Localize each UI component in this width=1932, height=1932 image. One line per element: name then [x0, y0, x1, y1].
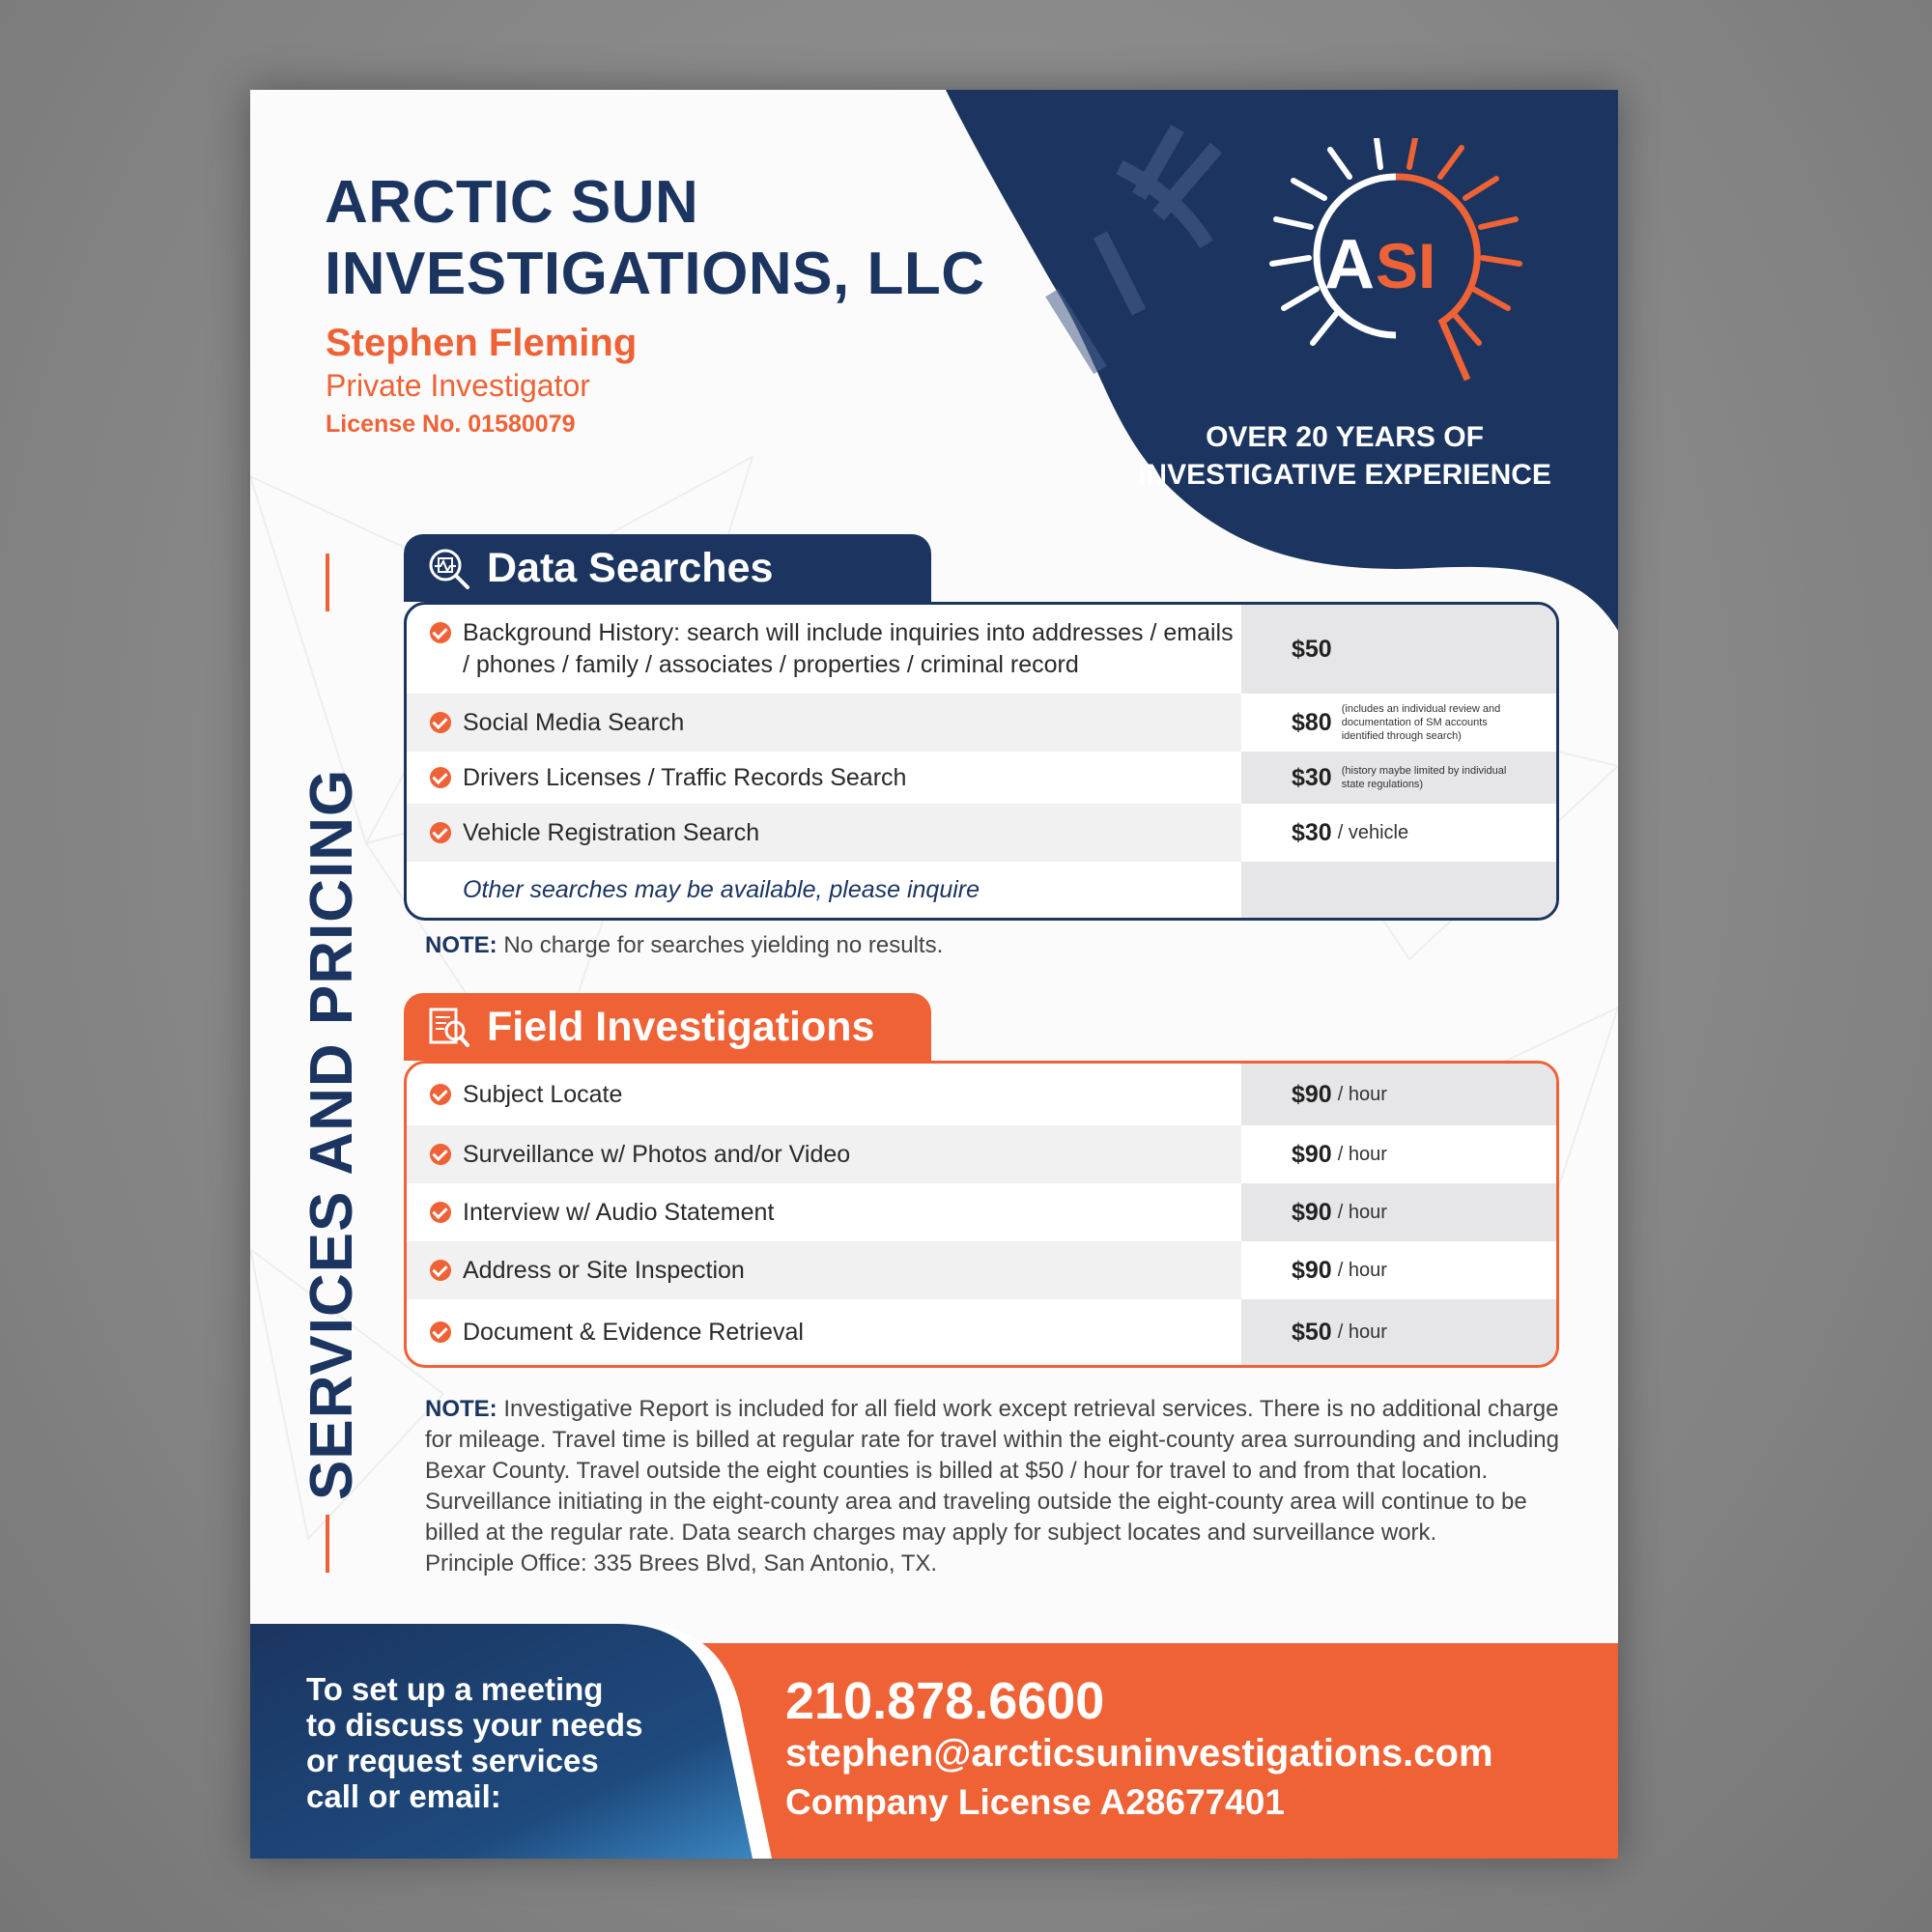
service-label: Address or Site Inspection: [463, 1256, 745, 1284]
check-icon: [430, 1202, 451, 1223]
price-note: (history maybe limited by individual state regulations): [1341, 765, 1507, 790]
vertical-line-top: [326, 554, 329, 611]
service-price: $30: [1292, 818, 1332, 846]
principal-office: Principle Office: 335 Brees Blvd, San Antonio, TX.: [425, 1550, 938, 1577]
service-label: Subject Locate: [463, 1080, 623, 1108]
table-row: [407, 862, 1556, 918]
service-price: $50: [1292, 1318, 1332, 1346]
person-name: Stephen Fleming: [326, 322, 638, 364]
check-icon: [430, 767, 451, 788]
contact-phone[interactable]: 210.878.6600: [785, 1672, 1105, 1730]
database-search-icon: [425, 545, 471, 591]
table-row: [407, 1125, 1556, 1183]
other-searches-note: Other searches may be available, please inquire: [463, 875, 980, 903]
table-row: [407, 694, 1556, 752]
table-row: [407, 1064, 1556, 1125]
table-row: [407, 1241, 1556, 1299]
price-unit: / hour: [1337, 1259, 1387, 1281]
price-unit: / vehicle: [1337, 821, 1409, 843]
field-investigations-note: NOTE: Investigative Report is included for all field work except retrieval services. There is no additional charge for mileage. Travel time is billed at regular rate for travel within the eight-county area surrounding and including Bexar County. Travel outside the eight counties is billed at $50 / hour for travel to and from that location. Surveillance initiating in the eight-county area and traveling outside the eight-county area will continue to be billed at the regular rate. Data search charges may apply for subject locates and surveillance work. Principle Office: 335 Brees Blvd, San Antonio, TX.: [425, 1394, 1565, 1579]
service-label: Interview w/ Audio Statement: [463, 1198, 775, 1226]
service-price: $90: [1292, 1140, 1332, 1168]
company-license: Company License A28677401: [785, 1782, 1285, 1822]
service-price: $90: [1292, 1080, 1332, 1108]
price-unit: / hour: [1337, 1321, 1387, 1343]
svg-text:SI: SI: [1376, 230, 1436, 301]
data-searches-note: NOTE: No charge for searches yielding no results.: [425, 932, 944, 958]
service-price: $90: [1292, 1256, 1332, 1284]
check-icon: [430, 822, 451, 843]
service-label: Background History: search will include inquiries into addresses / emails / phones / family / associates / properties / criminal record: [463, 619, 1234, 678]
data-searches-title: Data Searches: [487, 544, 774, 591]
table-row: [407, 1299, 1556, 1365]
check-icon: [430, 712, 451, 733]
service-price: $50: [1292, 635, 1332, 663]
service-label: Surveillance w/ Photos and/or Video: [463, 1140, 851, 1168]
table-row: [407, 752, 1556, 804]
service-price: $80: [1292, 708, 1332, 736]
company-name: ARCTIC SUN INVESTIGATIONS, LLC: [325, 169, 985, 307]
price-unit: / hour: [1337, 1083, 1387, 1105]
check-icon: [430, 1260, 451, 1281]
check-icon: [430, 1321, 451, 1343]
service-label: Social Media Search: [463, 708, 685, 736]
price-unit: / hour: [1337, 1143, 1387, 1165]
vertical-line-bottom: [326, 1515, 329, 1573]
contact-email[interactable]: stephen@arcticsuninvestigations.com: [785, 1732, 1493, 1775]
price-unit: / hour: [1337, 1201, 1387, 1223]
field-investigations-table: [404, 1061, 1559, 1368]
person-license: License No. 01580079: [326, 411, 576, 438]
contact-call-to-action: To set up a meeting to discuss your needs or request services call or email:: [306, 1671, 643, 1814]
service-label: Document & Evidence Retrieval: [463, 1318, 804, 1346]
svg-text:A: A: [1324, 226, 1375, 303]
check-icon: [430, 1084, 451, 1105]
service-price: $90: [1292, 1198, 1332, 1226]
service-price: $30: [1292, 763, 1332, 791]
check-icon: [430, 622, 451, 643]
flyer-page: A SI OVER 20 YEARS OF INVESTIGATIVE EXPERIENCE ARCTIC SUN INVESTIGATIONS, LLC Stephen Fleming Private Investigator License No. 01580079 SERVICES AND PRICING Data Searches Background History: search will include inquiries into addresses / emails / phones / family / associates / properties / criminal record $50 Social Media Search $80 (includes an individual review and documentation of SM accounts identified through search) Drivers Licenses / Traffic Records Search $30 (history maybe limited by individual state regulations) Vehicle Registration Search $30 / vehicle Other searches may be available, please inquire NOTE: No charge for searches yielding no results. Field Investigations Subject Locate $90 / hour Surveillance w/ Photos and/or Video $90 / hour Interview w/ Audio Statement $90 / hour Address or Site Inspection $90 / hour Document & Evidence Retrieval $50 / hour NOTE: Investigative Report is included for all field work except retrieval services. There is no additional charge for mileage. Travel time is billed at regular rate for travel within the eight-county area surrounding and including Bexar County. Travel outside the eight counties is billed at $50 / hour for travel to and from that location. Surveillance initiating in the eight-county area and traveling outside the eight-county area will continue to be billed at the regular rate. Data search charges may apply for subject locates and surveillance work. Principle Office: 335 Brees Blvd, San Antonio, TX. To set up a meeting to discuss your needs or request services call or email: 210.878.6600 stephen@arcticsuninvestigations.com Company License A28677401: [250, 90, 1618, 1859]
document-search-icon: [425, 1004, 471, 1050]
price-note: (includes an individual review and documentation of SM accounts identified through search): [1341, 703, 1501, 742]
service-label: Vehicle Registration Search: [463, 818, 760, 846]
data-searches-header: [404, 534, 931, 602]
table-row: [407, 605, 1556, 694]
service-label: Drivers Licenses / Traffic Records Search: [463, 763, 907, 791]
sun-magnifier-logo: [1236, 138, 1554, 409]
data-searches-table: [404, 602, 1559, 921]
table-row: [407, 804, 1556, 862]
experience-tagline: OVER 20 YEARS OF INVESTIGATIVE EXPERIENCE: [1138, 421, 1551, 491]
check-icon: [430, 1144, 451, 1165]
field-investigations-title: Field Investigations: [487, 1003, 875, 1050]
table-row: [407, 1183, 1556, 1241]
person-role: Private Investigator: [326, 368, 590, 403]
field-investigations-header: [404, 993, 931, 1061]
